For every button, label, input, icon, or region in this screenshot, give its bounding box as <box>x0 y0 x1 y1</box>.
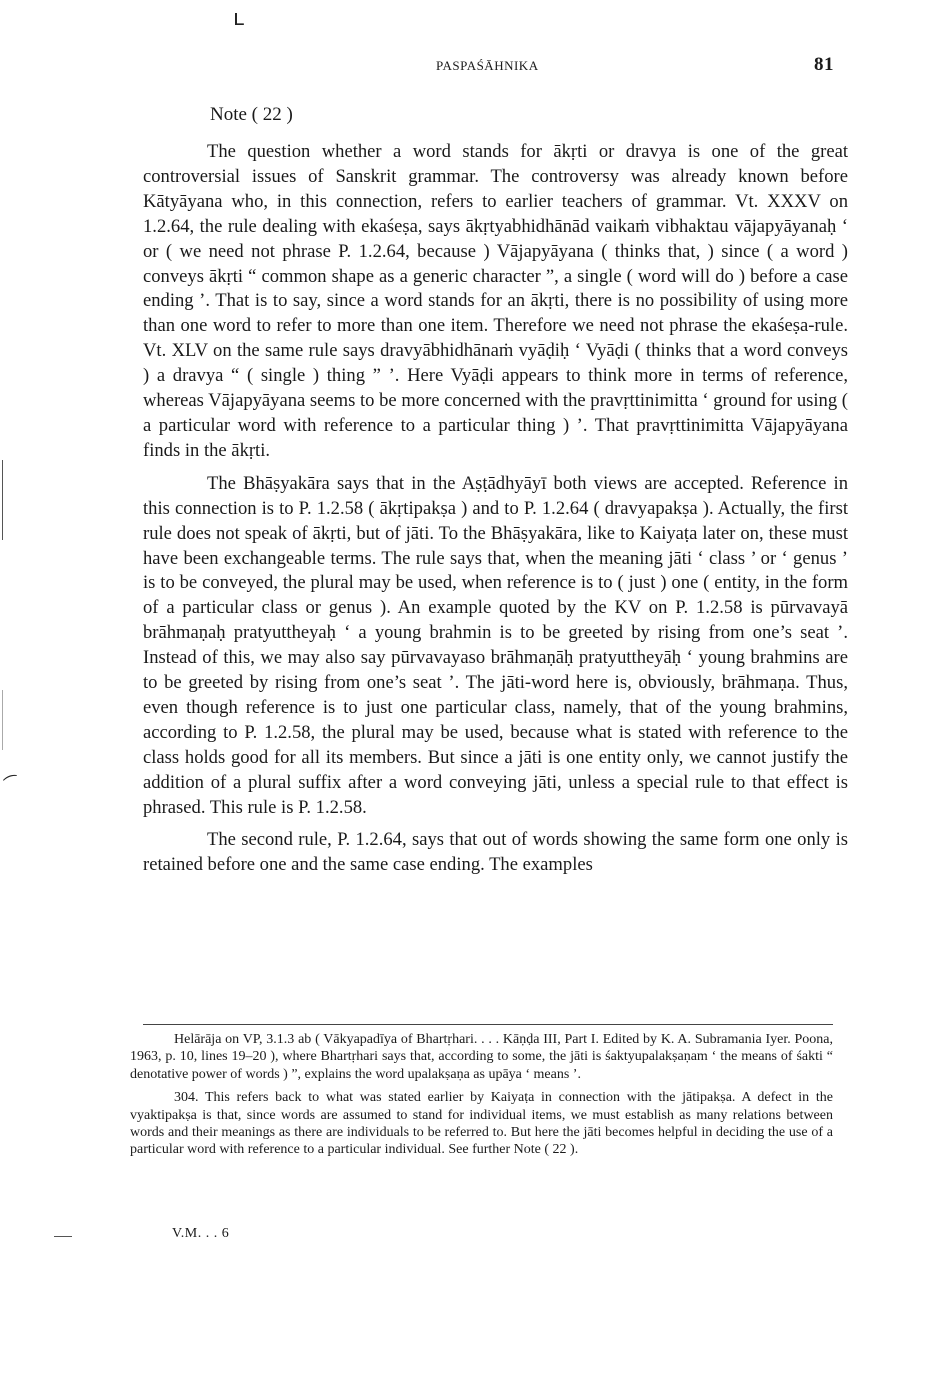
body-text <box>143 140 848 878</box>
footnotes <box>130 1031 833 1159</box>
scan-artifact-mark: ʟ <box>233 6 245 31</box>
paragraph-1: The question whether a word stands for ākṛti or dravya is one of the great controversial issues of Sanskrit grammar. The controversy was already known before Kātyāyana who, in this connection, refers to earlier teachers of grammar. Vt. XXXV on 1.2.64, the rule dealing with ekaśeṣa, says ākṛtyabhidhānād vaikaṁ vibhaktau vājapyāyanaḥ ‘ or ( we need not phrase P. 1.2.64, because ) Vājapyāyana ( thinks that, ) since ( a word ) conveys ākṛti “ common shape as a generic character ”, a single ( word will do ) before a case ending ’. That is to say, since a word stands for an ākṛti, there is no possibility of using more than one word to refer to more than one item. Therefore we need not phrase the ekaśeṣa-rule. Vt. XLV on the same rule says dravyābhidhānaṁ vyāḍiḥ ‘ Vyāḍi ( thinks that a word conveys ) a dravya “ ( single ) thing ” ’. Here Vyāḍi appears to think more in terms of reference, whereas Vājapyāyana seems to be more concerned with the pravṛttinimitta ‘ ground for using ( a particular word with reference to a particular thing ) ’. That pravṛttinimitta Vājapyāyana finds in the ākṛti. <box>143 141 848 461</box>
printer-signature-mark: V.M. . . 6 <box>172 1226 230 1241</box>
page-number: 81 <box>814 54 834 75</box>
running-title: PASPAŚĀHNIKA <box>436 58 539 73</box>
footnote-304: 304. This refers back to what was stated earlier by Kaiyaṭa in connection with the jātipakṣa. A defect in the vyaktipakṣa is that, since words are assumed to stand for individual items, we must establish as many relations between words and their meanings as there are individuals to be referred to. But here the jāti becomes helpful in deciding the use of a particular word with reference to a particular individual. See further Note ( 22 ). <box>130 1090 833 1158</box>
paragraph-3: The second rule, P. 1.2.64, says that out of words showing the same form one only is retained before one and the same case ending. The examples <box>143 829 848 876</box>
footnote-separator <box>143 1024 833 1025</box>
paragraph-2: The Bhāṣyakāra says that in the Aṣṭādhyāyī both views are accepted. Reference in this connection is to P. 1.2.58 ( ākṛtipakṣa ) and to P. 1.2.64 ( dravyapakṣa ). Actually, the first rule does not speak of ākṛti, but of jāti. To the Bhāṣyakāra, like to Kaiyaṭa later on, these must have been exchangeable terms. The rule says that, when the meaning jāti ‘ class ’ or ‘ genus ’ is to be conveyed, the plural may be used, when reference is to ( just ) one ( entity, in the form of a particular class or genus ). An example quoted by the KV on P. 1.2.58 is pūrvavayā brāhmaṇaḥ pratyuttheyaḥ ‘ a young brahmin is to be greeted by rising from one’s seat ’. Instead of this, we may also say pūrvavayaso brāhmaṇāḥ pratyuttheyāḥ ‘ young brahmins are to be greeted by rising from one’s seat ’. The jāti-word here is, obviously, brāhmaṇa. Thus, even though reference is to just one particular class, namely, that of the young brahmins, according to P. 1.2.58, the plural may be used, because what is stated with reference to the class holds good for all its members. But since a jāti is one entity only, we cannot justify the addition of a plural suffix after a word conveying jāti, unless a special rule to that effect is phrased. This rule is P. 1.2.58. <box>143 472 848 818</box>
margin-scan-line <box>2 460 3 540</box>
margin-scan-mark: ⁀ <box>3 773 22 796</box>
margin-scan-line <box>2 690 3 750</box>
margin-scan-dash <box>54 1236 72 1237</box>
note-heading: Note ( 22 ) <box>210 104 293 125</box>
footnote-continued: Helārāja on VP, 3.1.3 ab ( Vākyapadīya of Bhartṛhari. . . . Kāṇḍa III, Part I. Edited by K. A. Subramania Iyer. Poona, 1963, p. 10, lines 19–20 ), where Bhartṛhari says that, according to some, the jāti is śaktyupalakṣaṇam ‘ the means of śakti “ denotative power of words ) ”, explains the word upalakṣaṇa as upāya ‘ means ’. <box>130 1032 833 1082</box>
